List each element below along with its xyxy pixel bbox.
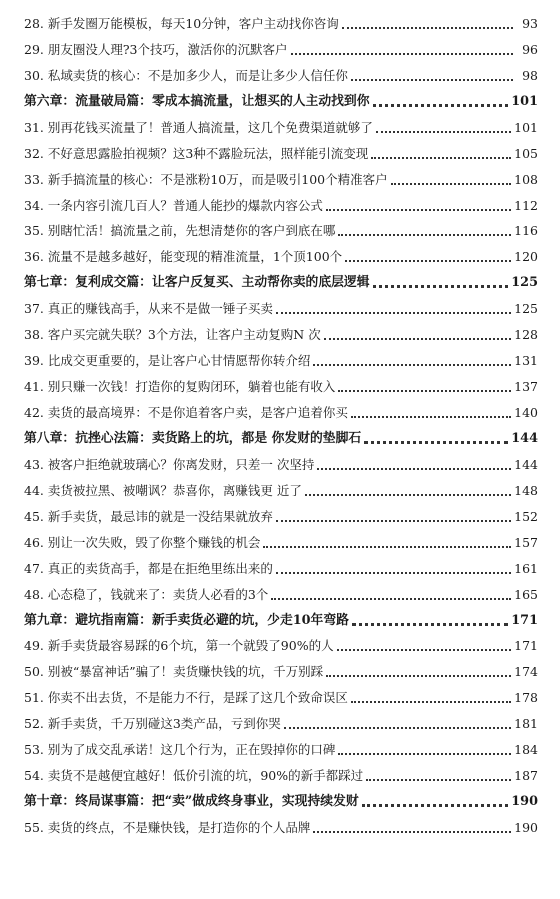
toc-entry[interactable] <box>24 241 538 267</box>
toc-entry-page-number: 157 <box>514 534 538 550</box>
toc-entry[interactable] <box>24 60 538 86</box>
toc-entry-title: 32. 不好意思露脸拍视频？这3种不露脸玩法，照样能引流变现 <box>24 145 369 161</box>
toc-entry-page-number: 190 <box>514 820 538 835</box>
toc-entry-page-number: 108 <box>514 171 538 187</box>
dot-leader <box>352 623 508 626</box>
toc-chapter-heading[interactable] <box>24 267 538 293</box>
dot-leader <box>284 727 511 729</box>
toc-entry-title: 46. 别让一次失败，毁了你整个赚钱的机会 <box>24 534 261 550</box>
dot-leader <box>313 831 511 833</box>
toc-entry[interactable] <box>24 553 538 579</box>
dot-leader <box>337 649 512 651</box>
toc-entry-title: 44. 卖货被拉黑、被嘲讽？恭喜你，离赚钱更 近了 <box>24 482 302 498</box>
toc-entry-title: 52. 新手卖货，千万别碰这3类产品，亏到你哭 <box>24 716 281 732</box>
toc-entry-title: 第九章：避坑指南篇：新手卖货必避的坑，少走10年弯路 <box>24 612 349 628</box>
toc-entry-title: 38. 客户买完就失联？3个方法，让客户主动复购N 次 <box>24 327 321 343</box>
toc-entry-title: 第八章：抗挫心法篇：卖货路上的坑，都是 你发财的垫脚石 <box>24 430 362 446</box>
toc-entry[interactable] <box>24 475 538 501</box>
dot-leader <box>326 209 511 211</box>
toc-entry-page-number: 125 <box>511 275 538 291</box>
toc-entry[interactable] <box>24 371 538 397</box>
toc-chapter-heading[interactable] <box>24 423 538 449</box>
toc-entry[interactable] <box>24 760 538 786</box>
toc-entry[interactable] <box>24 501 538 527</box>
toc-entry-title: 50. 别被“暴富神话”骗了！卖货赚快钱的坑，千万别踩 <box>24 664 324 680</box>
toc-entry-title: 31. 别再花钱买流量了！普通人搞流量，这几个免费渠道就够了 <box>24 119 373 135</box>
dot-leader <box>313 364 511 366</box>
toc-entry-title: 41. 别只赚一次钱！打造你的复购闭环，躺着也能有收入 <box>24 379 336 395</box>
toc-entry-page-number: 171 <box>511 612 538 628</box>
toc-entry-title: 55. 卖货的终点，不是赚快钱，是打造你的个人品牌 <box>24 820 311 835</box>
toc-entry-page-number: 93 <box>522 15 538 31</box>
toc-entry-page-number: 144 <box>511 430 538 446</box>
toc-entry[interactable] <box>24 112 538 138</box>
toc-entry-page-number: 101 <box>511 93 538 109</box>
toc-entry-page-number: 171 <box>514 638 538 654</box>
toc-entry-title: 29. 朋友圈没人理?3个技巧，激活你的沉默客户 <box>24 41 288 57</box>
toc-entry-title: 53. 别为了成交乱承诺！这几个行为，正在毁掉你的口碑 <box>24 742 336 758</box>
toc-entry-title: 45. 新手卖货，最忌讳的就是一没结果就放弃 <box>24 508 273 524</box>
toc-entry[interactable] <box>24 164 538 190</box>
toc-entry[interactable] <box>24 293 538 319</box>
toc-entry-title: 54. 卖货不是越便宜越好！低价引流的坑，90%的新手都踩过 <box>24 768 364 784</box>
toc-entry-page-number: 144 <box>514 456 538 472</box>
toc-entry-title: 43. 被客户拒绝就玻璃心？你离发财，只差一 次坚持 <box>24 456 315 472</box>
toc-entry-page-number: 165 <box>514 586 538 602</box>
toc-entry-title: 第六章：流量破局篇：零成本搞流量，让想买的人主动找到你 <box>24 93 370 109</box>
toc-entry[interactable] <box>24 812 538 838</box>
toc-entry-page-number: 96 <box>522 41 538 57</box>
toc-chapter-heading[interactable] <box>24 86 538 112</box>
dot-leader <box>338 753 511 755</box>
toc-entry-title: 42. 卖货的最高境界：不是你追着客户卖，是客户追着你买 <box>24 405 348 420</box>
toc-entry[interactable] <box>24 734 538 760</box>
toc-entry-title: 33. 新手搞流量的核心：不是涨粉10万，而是吸引100个精准客户 <box>24 171 388 187</box>
toc-entry-page-number: 190 <box>511 794 538 810</box>
toc-entry-page-number: 187 <box>514 768 538 784</box>
toc-entry-page-number: 174 <box>514 664 538 680</box>
toc-entry-page-number: 131 <box>514 353 538 369</box>
dot-leader <box>276 520 511 522</box>
dot-leader <box>342 27 513 29</box>
toc-entry-title: 36. 流量不是越多越好，能变现的精准流量，1个顶100个 <box>24 249 343 265</box>
dot-leader <box>324 338 511 340</box>
dot-leader <box>276 572 511 574</box>
toc-entry-page-number: 128 <box>514 327 538 343</box>
dot-leader <box>351 701 511 703</box>
toc-entry-page-number: 140 <box>514 405 538 420</box>
toc-entry-title: 第七章：复利成交篇：让客户反复买、主动帮你卖的底层逻辑 <box>24 275 370 291</box>
toc-entry[interactable] <box>24 682 538 708</box>
dot-leader <box>366 779 511 781</box>
toc-entry[interactable] <box>24 34 538 60</box>
toc-chapter-heading[interactable] <box>24 605 538 631</box>
toc-entry-title: 49. 新手卖货最容易踩的6个坑，第一个就毁了90%的人 <box>24 638 334 654</box>
toc-entry[interactable] <box>24 345 538 371</box>
dot-leader <box>305 494 511 496</box>
toc-entry[interactable] <box>24 631 538 657</box>
toc-entry[interactable] <box>24 8 538 34</box>
toc-entry[interactable] <box>24 579 538 605</box>
dot-leader <box>338 234 511 236</box>
toc-entry-title: 35. 别瞎忙活！搞流量之前，先想清楚你的客户到底在哪 <box>24 223 336 239</box>
toc-entry-title: 39. 比成交更重要的，是让客户心甘情愿帮你转介绍 <box>24 353 311 369</box>
toc-entry-page-number: 184 <box>514 742 538 758</box>
dot-leader <box>276 312 511 314</box>
dot-leader <box>338 390 511 392</box>
dot-leader <box>362 804 509 807</box>
dot-leader <box>317 468 511 470</box>
dot-leader <box>291 53 513 55</box>
toc-entry-page-number: 125 <box>514 301 538 317</box>
toc-entry[interactable] <box>24 656 538 682</box>
toc-entry[interactable] <box>24 216 538 242</box>
dot-leader <box>263 546 511 548</box>
toc-entry-page-number: 116 <box>514 223 538 239</box>
toc-entry-page-number: 101 <box>514 119 538 135</box>
dot-leader <box>373 104 509 107</box>
toc-entry-title: 第十章：终局谋事篇：把“卖”做成终身事业，实现持续发财 <box>24 794 359 810</box>
toc-entry[interactable] <box>24 708 538 734</box>
toc-entry-page-number: 181 <box>514 716 538 732</box>
dot-leader <box>373 285 509 288</box>
toc-entry-page-number: 148 <box>514 482 538 498</box>
dot-leader <box>271 598 511 600</box>
toc-chapter-heading[interactable] <box>24 786 538 812</box>
toc-entry-title: 37. 真正的赚钱高手，从来不是做一锤子买卖 <box>24 301 273 317</box>
toc-entry-page-number: 112 <box>514 197 538 213</box>
toc-entry-title: 28. 新手发圈万能模板，每天10分钟，客户主动找你咨询 <box>24 15 339 31</box>
toc-entry-title: 30. 私域卖货的核心：不是加多少人，而是让多少人信任你 <box>24 67 348 83</box>
toc-entry[interactable] <box>24 319 538 345</box>
toc-entry-page-number: 98 <box>522 67 538 83</box>
toc-entry-page-number: 152 <box>514 508 538 524</box>
toc-entry-page-number: 120 <box>514 249 538 265</box>
toc-entry-title: 51. 你卖不出去货，不是能力不行，是踩了这几个致命误区 <box>24 690 348 706</box>
toc-entry-title: 34. 一条内容引流几百人？普通人能抄的爆款内容公式 <box>24 197 323 213</box>
toc-entry[interactable] <box>24 397 538 423</box>
toc-entry[interactable] <box>24 449 538 475</box>
dot-leader <box>376 131 511 133</box>
dot-leader <box>364 441 508 444</box>
dot-leader <box>326 675 511 677</box>
toc-entry-page-number: 178 <box>514 690 538 706</box>
dot-leader <box>391 183 512 185</box>
toc-entry[interactable] <box>24 527 538 553</box>
dot-leader <box>351 79 513 81</box>
toc-entry[interactable] <box>24 138 538 164</box>
dot-leader <box>351 416 511 418</box>
toc-entry-page-number: 137 <box>514 379 538 395</box>
toc-entry-page-number: 105 <box>514 145 538 161</box>
toc-entry-title: 47. 真正的卖货高手，都是在拒绝里练出来的 <box>24 560 273 576</box>
toc-entry[interactable] <box>24 190 538 216</box>
toc-entry-title: 48. 心态稳了，钱就来了：卖货人必看的3个 <box>24 586 269 602</box>
dot-leader <box>345 260 511 262</box>
dot-leader <box>371 157 511 159</box>
toc-entry-page-number: 161 <box>514 560 538 576</box>
